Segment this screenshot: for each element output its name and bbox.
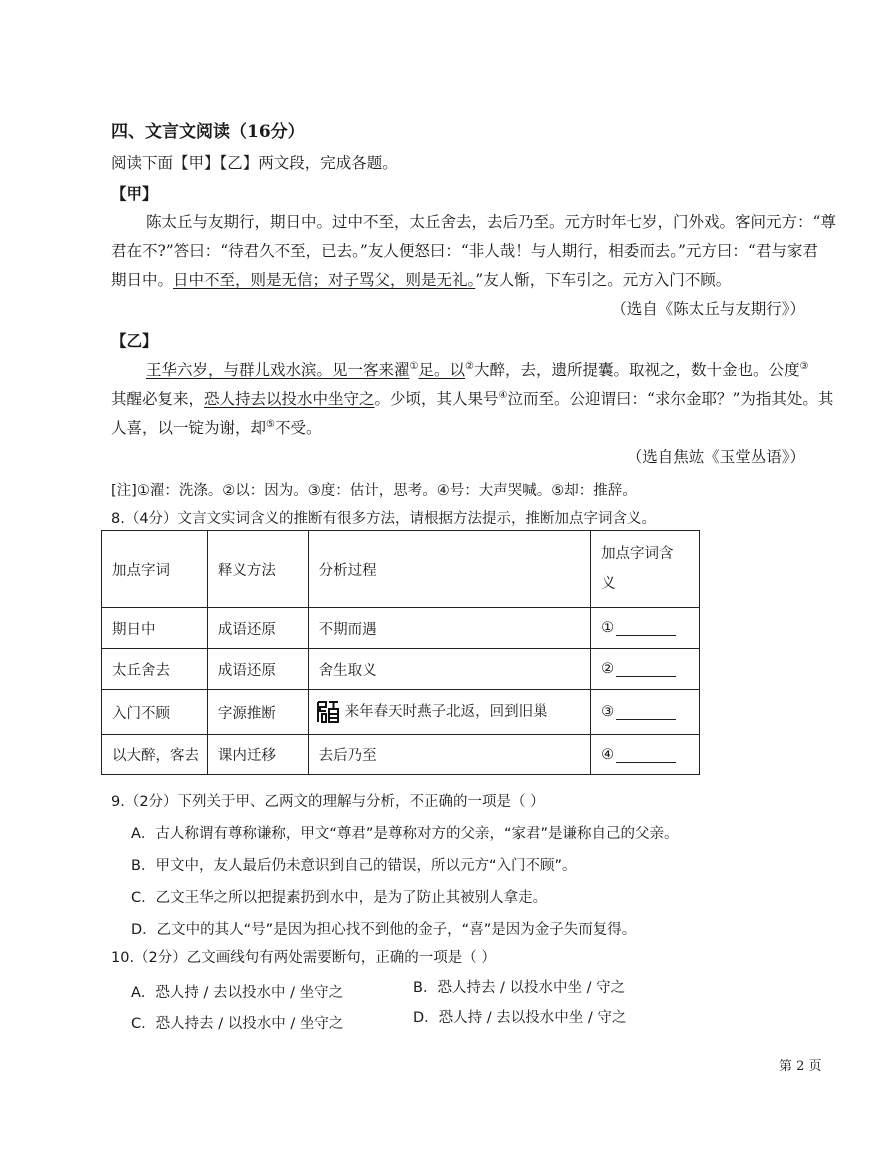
table-row: [102, 608, 700, 649]
question-8-stem: 8.（4分）文言文实词含义的推断有很多方法，请根据方法提示，推断加点字词含义。: [111, 511, 657, 527]
question-10-option-b[interactable]: B．恐人持去 / 以投水中坐 / 守之: [413, 980, 626, 996]
yi-line3-b: 不受。: [274, 419, 322, 437]
analysis-text: 来年春天时燕子北返，回到旧巢: [344, 704, 548, 720]
footnote-marker: ④: [498, 389, 508, 401]
passage-yi-label: 【乙】: [111, 331, 158, 350]
question-9-option-c[interactable]: C．乙文王华之所以把提素扔到水中，是为了防止其被别人拿走。: [131, 890, 548, 906]
passage-yi-line-1: [146, 359, 808, 381]
yi-underlined-2: 恐人持去以投水中坐守之: [204, 390, 375, 408]
passage-jia-label: 【甲】: [111, 184, 158, 203]
table-header: 分析过程: [308, 531, 590, 608]
question-10-option-c[interactable]: C．恐人持去 / 以投水中 / 坐守之: [131, 1016, 344, 1032]
table-cell-method: 成语还原: [207, 608, 308, 649]
yi-line2-c: 泣而至。公迎谓曰：“求尔金耶？”为指其处。其: [507, 390, 834, 408]
table-cell-analysis: 去后乃至: [308, 735, 590, 775]
seal-script-character-icon: [315, 699, 341, 725]
passage-jia-line-1: 陈太丘与友期行，期日中。过中不至，太丘舍去，去后乃至。元方时年七岁，门外戏。客问元方：“尊: [146, 213, 836, 231]
jia-line3-start: 期日中。: [111, 271, 174, 289]
passage-yi-line-3: [111, 417, 322, 439]
table-header: [591, 531, 700, 608]
question-8-table: [101, 530, 700, 775]
answer-blank-line[interactable]: [616, 620, 676, 636]
footnote-marker: ②: [465, 360, 474, 372]
question-9-option-a[interactable]: A．古人称谓有尊称谦称，甲文“尊君”是尊称对方的父亲，“家君”是谦称自己的父亲。: [131, 826, 679, 842]
table-row: [102, 735, 700, 775]
table-cell-method: 字源推断: [207, 690, 308, 735]
section-title: 四、文言文阅读（16分）: [111, 122, 305, 142]
page-number: 第 2 页: [779, 1059, 822, 1074]
yi-line1-c: 大醉，去，遗所提囊。取视之，数十金也。公度: [473, 361, 800, 379]
table-cell-word: 期日中: [102, 608, 208, 649]
table-cell-analysis: [308, 690, 590, 735]
passage-jia-line-2: 君在不?”答曰：“待君久不至，已去。”友人便怒曰：“非人哉！与人期行，相委而去。”元方曰：“君与家君: [111, 242, 818, 260]
table-cell-analysis: 舍生取义: [308, 649, 590, 690]
table-row: [102, 690, 700, 735]
section-instruction: 阅读下面【甲】【乙】两文段，完成各题。: [111, 154, 398, 172]
table-cell-word: 太丘舍去: [102, 649, 208, 690]
table-header: 释义方法: [207, 531, 308, 608]
question-9-option-d[interactable]: D．乙文中的其人“号”是因为担心找不到他的金子，“喜”是因为金子失而复得。: [131, 922, 637, 938]
passage-yi-line-2: [111, 388, 833, 410]
annotation-notes: [注]①濯：洗涤。②以：因为。③度：估计，思考。④号：大声哭喊。⑤却：推辞。: [111, 483, 637, 499]
question-9-option-b[interactable]: B．甲文中，友人最后仍未意识到自己的错误，所以元方“入门不顾”。: [131, 858, 577, 874]
yi-line3-a: 人喜，以一锭为谢，却: [111, 419, 267, 437]
yi-line2-b: 。少顷，其人果号: [374, 390, 499, 408]
table-cell-analysis: 不期而遇: [308, 608, 590, 649]
answer-number: ③: [601, 704, 615, 720]
table-header-line-2: 义: [601, 576, 616, 592]
answer-number: ②: [601, 661, 615, 677]
table-cell-word: 以大醉，客去: [102, 735, 208, 775]
question-10-option-a[interactable]: A．恐人持 / 去以投水中 / 坐守之: [131, 985, 344, 1001]
yi-underlined-1: 王华六岁，与群儿戏水滨。见一客来濯: [146, 361, 410, 379]
question-9-stem: 9.（2分）下列关于甲、乙两文的理解与分析，不正确的一项是（ ）: [111, 794, 545, 810]
passage-jia-source: （选自《陈太丘与友期行》）: [611, 300, 805, 318]
question-10-stem: 10.（2分）乙文画线句有两处需要断句，正确的一项是（ ）: [111, 950, 496, 966]
table-header-row: [102, 531, 700, 608]
table-cell-method: 课内迁移: [207, 735, 308, 775]
answer-blank-line[interactable]: [616, 747, 676, 763]
answer-number: ①: [601, 620, 615, 636]
answer-blank-line[interactable]: [616, 704, 676, 720]
table-row: [102, 649, 700, 690]
table-header: 加点字词: [102, 531, 208, 608]
footnote-marker: ⑤: [266, 418, 275, 430]
yi-line2-a: 其醒必复来，: [111, 390, 205, 408]
answer-blank-cell[interactable]: [591, 690, 700, 735]
answer-number: ④: [601, 746, 615, 763]
passage-jia-line-3: [111, 269, 731, 291]
passage-yi-source: （选自焦竑《玉堂丛语》）: [626, 448, 805, 466]
answer-blank-line[interactable]: [616, 661, 676, 677]
jia-line3-end: ”友人惭，下车引之。元方入门不顾。: [475, 271, 732, 289]
table-cell-method: 成语还原: [207, 649, 308, 690]
jia-underlined-sentence: 日中不至，则是无信；对子骂父，则是无礼。: [173, 271, 476, 289]
footnote-marker: ③: [799, 360, 809, 372]
answer-blank-cell[interactable]: [591, 735, 700, 775]
yi-line1-b: 足。以: [418, 361, 465, 379]
table-header-line-1: 加点字词含: [601, 546, 674, 562]
table-cell-word: 入门不顾: [102, 690, 208, 735]
answer-blank-cell[interactable]: [591, 608, 700, 649]
footnote-marker: ①: [409, 360, 419, 372]
question-10-option-d[interactable]: D．恐人持 / 去以投水中坐 / 守之: [413, 1010, 627, 1026]
answer-blank-cell[interactable]: [591, 649, 700, 690]
